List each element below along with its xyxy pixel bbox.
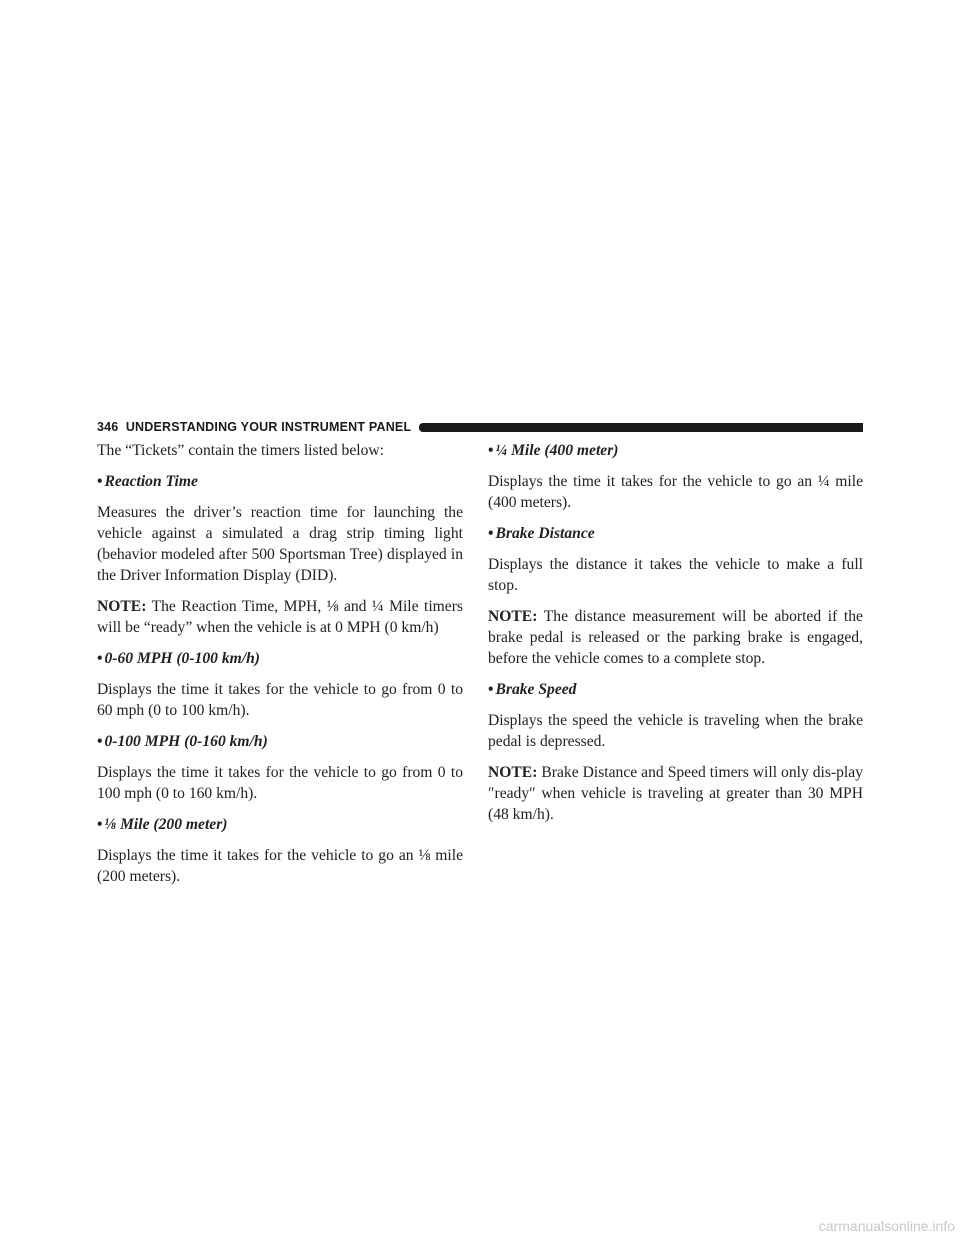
bullet-0-60 — [97, 648, 463, 669]
bullet-icon: • — [97, 650, 103, 667]
left-column — [97, 440, 463, 887]
bullet-icon: • — [488, 442, 494, 459]
page-number: 346 — [97, 420, 119, 434]
bullet-reaction-time — [97, 471, 463, 492]
bullet-quarter-mile — [488, 440, 863, 461]
bullet-label: 0-60 MPH (0-100 km/h) — [104, 650, 260, 667]
note-aborted — [488, 606, 863, 669]
bullet-icon: • — [97, 733, 103, 750]
header-bar — [419, 423, 863, 432]
bullet-label: ⅛ Mile (200 meter) — [104, 816, 228, 833]
page-header — [97, 416, 863, 438]
bullet-icon: • — [488, 525, 494, 542]
bullet-icon: • — [97, 816, 103, 833]
quarter-mile-desc: Displays the time it takes for the vehicle to go an ¼ mile (400 meters). — [488, 473, 863, 511]
bullet-label: Reaction Time — [104, 473, 198, 490]
note-text: The distance measurement will be aborted if the brake pedal is released or the parking brake is engaged, before the vehicle comes to a complete stop. — [488, 608, 863, 667]
bullet-0-100 — [97, 731, 463, 752]
0-100-desc: Displays the time it takes for the vehicle to go from 0 to 100 mph (0 to 160 km/h). — [97, 764, 463, 802]
eighth-mile-desc: Displays the time it takes for the vehicle to go an ⅛ mile (200 meters). — [97, 847, 463, 885]
note-label: NOTE: — [488, 608, 538, 625]
bullet-brake-distance — [488, 523, 863, 544]
section-title: UNDERSTANDING YOUR INSTRUMENT PANEL — [125, 420, 412, 434]
0-60-desc: Displays the time it takes for the vehicle to go from 0 to 60 mph (0 to 100 km/h). — [97, 681, 463, 719]
reaction-time-desc: Measures the driver’s reaction time for launching the vehicle against a simulated a drag strip timing light (behavior modeled after 500 Sportsman Tree) displayed in the Driver Information Display (DID). — [97, 504, 463, 584]
bullet-label: 0-100 MPH (0-160 km/h) — [104, 733, 268, 750]
right-column — [488, 440, 863, 825]
intro-text: The “Tickets” contain the timers listed below: — [97, 442, 384, 459]
page-header-text — [97, 420, 411, 434]
note-brake-timers — [488, 762, 863, 825]
note-label: NOTE: — [97, 598, 147, 615]
bullet-label: ¼ Mile (400 meter) — [495, 442, 619, 459]
bullet-brake-speed — [488, 679, 863, 700]
note-label: NOTE: — [488, 764, 538, 781]
bullet-label: Brake Speed — [495, 681, 577, 698]
bullet-label: Brake Distance — [495, 525, 595, 542]
bullet-eighth-mile — [97, 814, 463, 835]
note-text: Brake Distance and Speed timers will only dis-play ″ready″ when vehicle is traveling at greater than 30 MPH (48 km/h). — [488, 764, 863, 823]
note-text: The Reaction Time, MPH, ⅛ and ¼ Mile timers will be “ready” when the vehicle is at 0 MPH (0 km/h) — [97, 598, 463, 636]
watermark: carmanualsonline.info — [818, 1218, 955, 1234]
brake-speed-desc: Displays the speed the vehicle is traveling when the brake pedal is depressed. — [488, 712, 863, 750]
note-ready — [97, 596, 463, 638]
bullet-icon: • — [97, 473, 103, 490]
bullet-icon: • — [488, 681, 494, 698]
brake-distance-desc: Displays the distance it takes the vehicle to make a full stop. — [488, 556, 863, 594]
